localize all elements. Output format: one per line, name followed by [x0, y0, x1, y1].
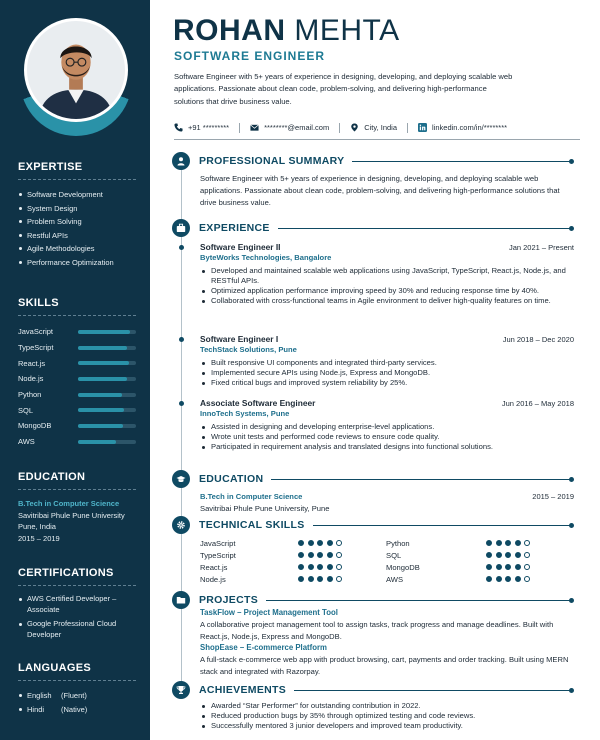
rating-dot: [308, 564, 314, 570]
list-item: AWS Certified Developer – Associate: [18, 594, 136, 615]
briefcase-icon: [172, 219, 190, 237]
divider: [407, 123, 408, 133]
skill-row: [18, 371, 136, 387]
rating-dot: [317, 540, 323, 546]
list-item: Fixed critical bugs and improved system reliability by 25%.: [200, 378, 574, 388]
rating-dot: [327, 540, 333, 546]
rating-dot: [308, 552, 314, 558]
rating-dot: [505, 540, 511, 546]
summary-text: Software Engineer with 5+ years of experience in designing, developing, and deploying scalable web applications. Passionate about clean code, problem-solving, and delivering high-performance solutions that drive business value.: [200, 174, 560, 207]
tech-skills-grid: [200, 537, 574, 585]
tech-skill-row: [200, 537, 386, 549]
tech-skill-rating: [298, 564, 346, 570]
rating-dot: [524, 576, 530, 582]
achievements-heading: [172, 681, 572, 699]
rating-dot: [486, 540, 492, 546]
skill-level-fill: [78, 377, 127, 381]
rating-dot: [327, 576, 333, 582]
tech-skill-name: AWS: [386, 574, 404, 584]
rating-dot: [505, 576, 511, 582]
skills-section: [18, 297, 136, 450]
job-dates: Jan 2021 – Present: [508, 243, 574, 252]
tech-skill-rating: [486, 552, 534, 558]
skill-level-bar: [78, 408, 136, 412]
job-bullets: [200, 266, 574, 306]
achievements-block: [200, 699, 574, 731]
rating-dot: [505, 564, 511, 570]
education-degree: B.Tech in Computer Science: [18, 499, 120, 508]
tech-skill-name: TypeScript: [200, 550, 236, 560]
gear-icon: [172, 516, 190, 534]
rating-dot: [327, 552, 333, 558]
list-item: Built responsive UI components and integrated third-party services.: [200, 358, 574, 368]
main-content: [150, 0, 600, 740]
rating-dot: [515, 552, 521, 558]
skill-name: MongoDB: [18, 421, 52, 431]
tech-skill-rating: [486, 564, 534, 570]
tech-skill-row: [386, 561, 574, 573]
folder-icon: [172, 591, 190, 609]
phone-text: +91 *********: [188, 123, 230, 132]
project-desc: A full-stack e-commerce web app with product browsing, cart, payments and order tracking. Built using MERN stack and integrated with Razorpay.: [200, 655, 569, 676]
list-item: Restful APIs: [18, 229, 136, 243]
skill-level-bar: [78, 440, 136, 444]
project-title: ShopEase – E-commerce Platform: [200, 643, 327, 652]
tech-skills-heading: [172, 516, 572, 534]
rating-dot: [486, 576, 492, 582]
skill-level-bar: [78, 393, 136, 397]
skill-level-fill: [78, 408, 124, 412]
tech-skill-name: React.js: [200, 562, 228, 572]
list-item: [18, 703, 136, 717]
divider: [339, 123, 340, 133]
job-title: Associate Software Engineer: [200, 398, 316, 408]
rating-dot: [496, 540, 502, 546]
language-level: (Native): [61, 704, 88, 714]
education-heading: [172, 470, 572, 488]
trophy-icon: [172, 681, 190, 699]
experience-heading: [172, 219, 572, 237]
rating-dot: [317, 576, 323, 582]
job-dates: Jun 2018 – Dec 2020: [502, 335, 574, 344]
linkedin-icon: [418, 123, 427, 132]
language-name: Hindi: [27, 704, 45, 714]
sidebar: [0, 0, 150, 740]
profile-photo: [20, 14, 132, 142]
education-years: 2015 – 2019: [532, 492, 574, 501]
rating-dot: [524, 564, 530, 570]
list-item: Agile Methodologies: [18, 242, 136, 256]
first-name: ROHAN: [173, 14, 286, 47]
list-item: Performance Optimization: [18, 256, 136, 270]
email-text: ********@email.com: [264, 123, 330, 132]
list-item: Problem Solving: [18, 215, 136, 229]
list-item: Reduced production bugs by 35% through optimized testing and code reviews.: [200, 711, 574, 721]
summary-heading: [172, 152, 572, 170]
timeline-dot: [179, 337, 184, 342]
location-pin-icon: [350, 123, 359, 132]
education-school: Savitribai Phule Pune University, Pune: [200, 504, 330, 513]
contact-email[interactable]: [250, 123, 329, 132]
skill-level-fill: [78, 393, 122, 397]
rating-dot: [298, 540, 304, 546]
rating-dot: [317, 564, 323, 570]
skill-level-bar: [78, 424, 136, 428]
rating-dot: [524, 540, 530, 546]
tech-skill-name: MongoDB: [386, 562, 420, 572]
section-title: EDUCATION: [199, 473, 264, 485]
header-summary: Software Engineer with 5+ years of experience in designing, developing, and deploying scalable web applications. Passionate about clean code, problem-solving, and delivering high-performance solutions that drive business value.: [174, 72, 513, 106]
skill-row: [18, 324, 136, 340]
rating-dot: [327, 564, 333, 570]
skill-level-bar: [78, 330, 136, 334]
section-title: PROFESSIONAL SUMMARY: [199, 155, 345, 167]
full-name: [173, 14, 400, 48]
skill-row: [18, 418, 136, 434]
person-icon: [172, 152, 190, 170]
languages-section: [18, 662, 136, 716]
rating-dot: [515, 564, 521, 570]
tech-skill-row: [386, 537, 574, 549]
person-portrait-icon: [27, 21, 125, 119]
education-block: [200, 491, 574, 515]
tech-skills-block: [200, 537, 574, 585]
list-item: Optimized application performance improving speed by 30% and reducing response time by 40%.: [200, 286, 574, 296]
list-item: Wrote unit tests and performed code reviews to ensure code quality.: [200, 432, 574, 442]
phone-icon: [174, 123, 183, 132]
rating-dot: [298, 552, 304, 558]
rating-dot: [505, 552, 511, 558]
list-item: Software Development: [18, 188, 136, 202]
job-company: TechStack Solutions, Pune: [200, 345, 297, 354]
section-title: PROJECTS: [199, 594, 258, 606]
expertise-title: EXPERTISE: [18, 161, 136, 180]
certifications-section: [18, 567, 136, 644]
linkedin-text: linkedin.com/in/********: [432, 123, 508, 132]
skill-name: JavaScript: [18, 327, 54, 337]
job-title: Software Engineer I: [200, 334, 279, 344]
list-item: Assisted in designing and developing enterprise-level applications.: [200, 422, 574, 432]
list-item: Successfully mentored 3 junior developers and improved team productivity.: [200, 721, 574, 731]
rating-dot: [336, 576, 342, 582]
tech-skill-row: [200, 573, 386, 585]
achievements-list: [200, 701, 574, 731]
avatar: [24, 18, 128, 122]
mail-icon: [250, 123, 259, 132]
skill-name: Node.js: [18, 374, 44, 384]
contact-bar: [174, 116, 580, 140]
section-title: EXPERIENCE: [199, 222, 270, 234]
job-entry: [200, 398, 574, 452]
tech-skill-name: SQL: [386, 550, 402, 560]
language-name: English: [27, 691, 52, 700]
divider: [239, 123, 240, 133]
skill-row: [18, 387, 136, 403]
list-item: Awarded “Star Performer” for outstanding contribution in 2022.: [200, 701, 574, 711]
skill-level-fill: [78, 346, 127, 350]
languages-title: LANGUAGES: [18, 662, 136, 681]
skills-title: SKILLS: [18, 297, 136, 316]
education-school: Savitribai Phule Pune University: [18, 510, 125, 520]
contact-phone[interactable]: [174, 123, 229, 132]
section-rule: [271, 479, 572, 480]
location-text: City, India: [364, 123, 398, 132]
list-item: Collaborated with cross-functional teams in Agile environment to deliver high-quality features on time.: [200, 296, 574, 306]
tech-skill-name: Node.js: [200, 574, 226, 584]
tech-skill-row: [386, 549, 574, 561]
rating-dot: [496, 552, 502, 558]
rating-dot: [496, 576, 502, 582]
tech-skill-rating: [298, 540, 346, 546]
rating-dot: [486, 564, 492, 570]
tech-skill-rating: [298, 552, 346, 558]
rating-dot: [336, 564, 342, 570]
sidebar-education-title: EDUCATION: [18, 471, 136, 490]
rating-dot: [515, 576, 521, 582]
education-location: Pune, India: [18, 522, 56, 531]
skill-level-fill: [78, 440, 116, 444]
timeline-line: [181, 161, 182, 691]
section-rule: [266, 600, 572, 601]
timeline-dot: [179, 245, 184, 250]
job-bullets: [200, 422, 574, 452]
skill-row: [18, 355, 136, 371]
last-name: MEHTA: [294, 14, 400, 47]
skills-list: [18, 324, 136, 450]
section-rule: [278, 228, 572, 229]
section-rule: [352, 161, 572, 162]
list-item: Participated in requirement analysis and translated designs into functional solutions.: [200, 442, 574, 452]
language-level: (Fluent): [61, 691, 87, 700]
timeline-dot: [179, 401, 184, 406]
rating-dot: [336, 540, 342, 546]
contact-linkedin[interactable]: [418, 123, 507, 132]
rating-dot: [317, 552, 323, 558]
certifications-list: [18, 594, 136, 640]
tech-skill-row: [200, 561, 386, 573]
section-rule: [294, 690, 572, 691]
job-bullets: [200, 358, 574, 388]
job-role: SOFTWARE ENGINEER: [174, 49, 326, 63]
tech-skill-rating: [486, 576, 534, 582]
section-title: TECHNICAL SKILLS: [199, 519, 305, 531]
tech-skill-name: JavaScript: [200, 538, 236, 548]
skill-row: [18, 402, 136, 418]
job-entry: [200, 242, 574, 306]
tech-skill-row: [200, 549, 386, 561]
skill-level-fill: [78, 330, 130, 334]
tech-skill-name: Python: [386, 538, 410, 548]
rating-dot: [524, 552, 530, 558]
languages-list: [18, 689, 136, 716]
list-item: Developed and maintained scalable web applications using JavaScript, TypeScript, React.js, Node.js, and RESTful APIs.: [200, 266, 574, 286]
tech-skill-rating: [486, 540, 534, 546]
rating-dot: [486, 552, 492, 558]
job-company: InnoTech Systems, Pune: [200, 409, 290, 418]
certifications-title: CERTIFICATIONS: [18, 567, 136, 586]
sidebar-education-section: [18, 471, 136, 544]
skill-level-bar: [78, 361, 136, 365]
contact-location: [350, 123, 397, 132]
tech-skill-row: [386, 573, 574, 585]
rating-dot: [308, 576, 314, 582]
skill-name: SQL: [18, 405, 34, 415]
project-entry: [200, 642, 574, 678]
section-title: ACHIEVEMENTS: [199, 684, 287, 696]
skill-name: TypeScript: [18, 343, 54, 353]
section-rule: [313, 525, 572, 526]
job-dates: Jun 2016 – May 2018: [501, 399, 574, 408]
project-entry: [200, 607, 574, 643]
job-company: ByteWorks Technologies, Bangalore: [200, 253, 332, 262]
job-entry: [200, 334, 574, 388]
rating-dot: [496, 564, 502, 570]
rating-dot: [298, 576, 304, 582]
skill-name: AWS: [18, 437, 35, 447]
list-item: [18, 689, 136, 703]
skill-row: [18, 434, 136, 450]
project-desc: A collaborative project management tool to assign tasks, track progress and manage deadlines. Built with React.js, Node.js, Express and MongoDB.: [200, 620, 554, 641]
skill-level-fill: [78, 361, 129, 365]
rating-dot: [336, 552, 342, 558]
expertise-list: [18, 188, 136, 269]
skill-level-bar: [78, 377, 136, 381]
graduation-cap-icon: [172, 470, 190, 488]
rating-dot: [308, 540, 314, 546]
education-degree: B.Tech in Computer Science: [200, 492, 303, 501]
skill-name: Python: [18, 390, 42, 400]
rating-dot: [515, 540, 521, 546]
list-item: System Design: [18, 202, 136, 216]
list-item: Implemented secure APIs using Node.js, Express and MongoDB.: [200, 368, 574, 378]
skill-level-fill: [78, 424, 123, 428]
rating-dot: [298, 564, 304, 570]
summary-block: [200, 173, 574, 209]
job-title: Software Engineer II: [200, 242, 281, 252]
skill-row: [18, 340, 136, 356]
tech-skill-rating: [298, 576, 346, 582]
project-title: TaskFlow – Project Management Tool: [200, 608, 338, 617]
expertise-section: [18, 161, 136, 269]
skill-name: React.js: [18, 358, 46, 368]
list-item: Google Professional Cloud Developer: [18, 619, 136, 640]
education-years: 2015 – 2019: [18, 533, 60, 543]
skill-level-bar: [78, 346, 136, 350]
